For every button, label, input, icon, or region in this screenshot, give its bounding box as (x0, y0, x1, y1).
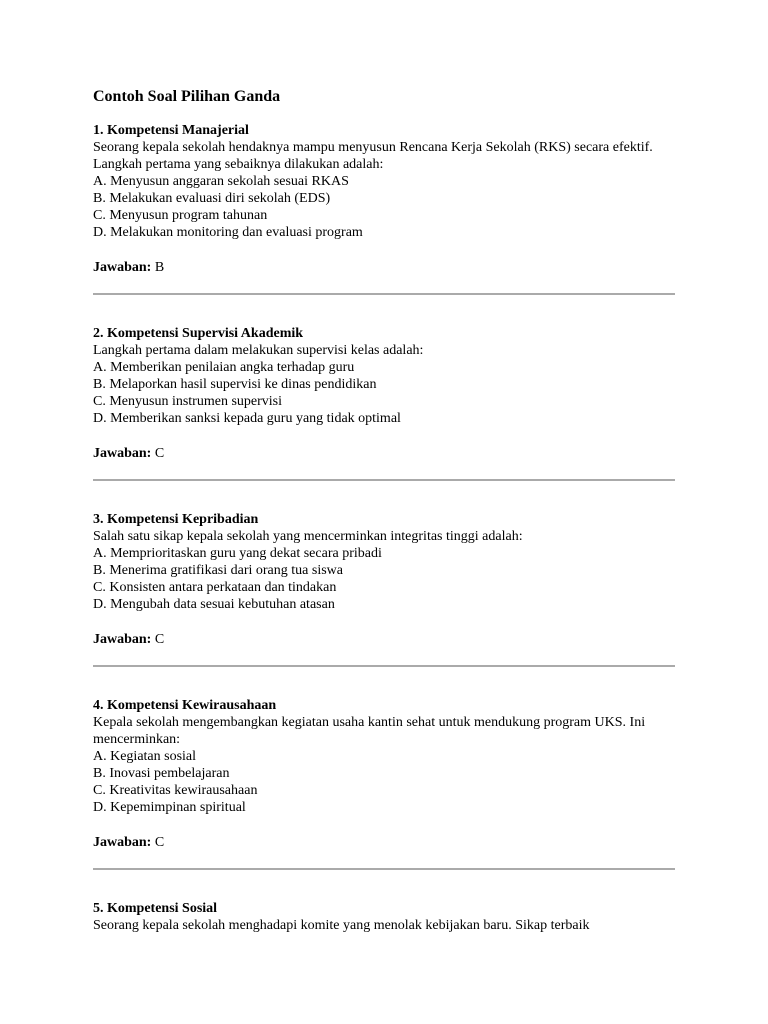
answer-value: B (154, 260, 165, 275)
option-d: D. Mengubah data sesuai kebutuhan atasan (93, 597, 335, 612)
answer-label: Jawaban: (93, 835, 152, 850)
section-divider (93, 868, 675, 870)
question-3 (93, 511, 675, 648)
question-text: Seorang kepala sekolah menghadapi komite yang menolak kebijakan baru. Sikap terbaik (93, 918, 590, 933)
question-text: Seorang kepala sekolah hendaknya mampu menyusun Rencana Kerja Sekolah (RKS) secara efektif. Langkah pertama yang sebaiknya dilakukan adalah: (93, 140, 653, 172)
option-c: C. Kreativitas kewirausahaan (93, 783, 258, 798)
answer-value: C (154, 835, 165, 850)
answer-value: C (154, 632, 165, 647)
option-d: D. Memberikan sanksi kepada guru yang tidak optimal (93, 411, 401, 426)
section-divider (93, 479, 675, 481)
answer-line (93, 834, 675, 851)
question-text: Kepala sekolah mengembangkan kegiatan usaha kantin sehat untuk mendukung program UKS. Ini mencerminkan: (93, 715, 646, 747)
answer-label: Jawaban: (93, 446, 152, 461)
document-page (93, 87, 675, 934)
answer-line (93, 259, 675, 276)
answer-label: Jawaban: (93, 260, 152, 275)
option-a: A. Menyusun anggaran sekolah sesuai RKAS (93, 174, 349, 189)
option-b: B. Melaporkan hasil supervisi ke dinas pendidikan (93, 377, 377, 392)
option-b: B. Menerima gratifikasi dari orang tua siswa (93, 563, 343, 578)
question-2 (93, 325, 675, 462)
question-heading: 1. Kompetensi Manajerial (93, 123, 249, 138)
question-heading: 5. Kompetensi Sosial (93, 901, 218, 916)
question-1 (93, 122, 675, 276)
question-text: Salah satu sikap kepala sekolah yang mencerminkan integritas tinggi adalah: (93, 529, 523, 544)
option-a: A. Memberikan penilaian angka terhadap guru (93, 360, 355, 375)
option-a: A. Memprioritaskan guru yang dekat secara pribadi (93, 546, 382, 561)
answer-value: C (154, 446, 165, 461)
option-c: C. Menyusun instrumen supervisi (93, 394, 282, 409)
answer-line (93, 445, 675, 462)
option-d: D. Kepemimpinan spiritual (93, 800, 246, 815)
option-c: C. Menyusun program tahunan (93, 208, 268, 223)
question-4 (93, 697, 675, 851)
option-b: B. Melakukan evaluasi diri sekolah (EDS) (93, 191, 331, 206)
question-heading: 3. Kompetensi Kepribadian (93, 512, 259, 527)
question-heading: 4. Kompetensi Kewirausahaan (93, 698, 277, 713)
answer-line (93, 631, 675, 648)
option-c: C. Konsisten antara perkataan dan tindakan (93, 580, 337, 595)
section-divider (93, 665, 675, 667)
question-heading: 2. Kompetensi Supervisi Akademik (93, 326, 304, 341)
document-title: Contoh Soal Pilihan Ganda (93, 88, 281, 105)
question-text: Langkah pertama dalam melakukan supervisi kelas adalah: (93, 343, 424, 358)
answer-label: Jawaban: (93, 632, 152, 647)
option-a: A. Kegiatan sosial (93, 749, 197, 764)
section-divider (93, 293, 675, 295)
question-5 (93, 900, 675, 934)
option-b: B. Inovasi pembelajaran (93, 766, 230, 781)
option-d: D. Melakukan monitoring dan evaluasi program (93, 225, 363, 240)
